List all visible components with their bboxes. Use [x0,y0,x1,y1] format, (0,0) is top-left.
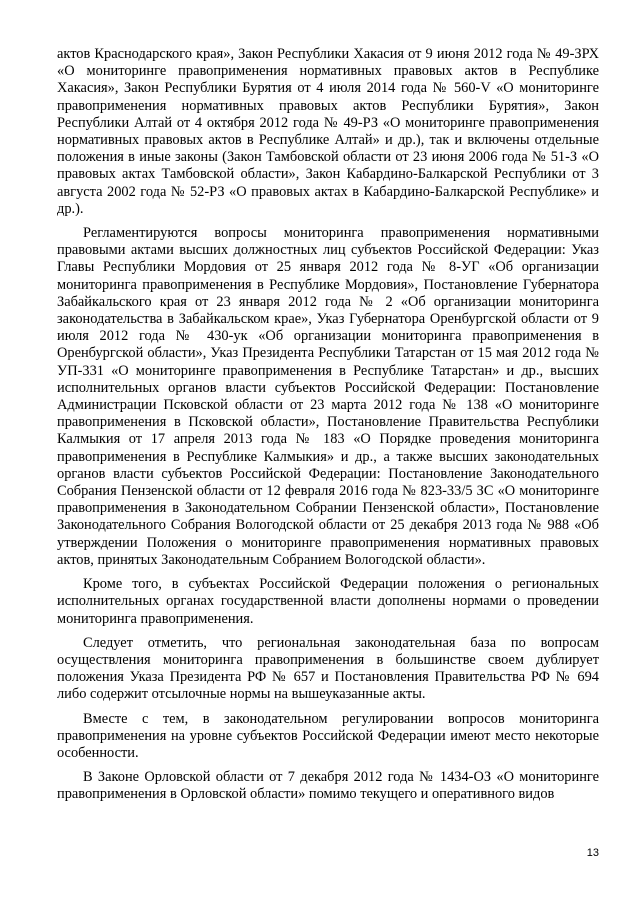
page-number: 13 [586,847,599,859]
paragraph-3: Кроме того, в субъектах Российской Федерации положения о региональных исполнительных органах государственной власти дополнены нормами о проведении мониторинга правоприменения. [57,576,599,627]
paragraph-5: Вместе с тем, в законодательном регулировании вопросов мониторинга правоприменения на уровне субъектов Российской Федерации имеют место некоторые особенности. [57,710,599,761]
paragraph-6: В Законе Орловской области от 7 декабря 2012 года № 1434-ОЗ «О мониторинге правоприменения в Орловской области» помимо текущего и оперативного видов [57,769,599,803]
paragraph-4: Следует отметить, что региональная законодательная база по вопросам осуществления мониторинга правоприменения в большинстве своем дублирует положения Указа Президента РФ № 657 и Постановления Правительства РФ № 694 либо содержит отсылочные нормы на вышеуказанные акты. [57,634,599,703]
paragraph-1: актов Краснодарского края», Закон Республики Хакасия от 9 июня 2012 года № 49-ЗРХ «О мониторинге правоприменения нормативных правовых актов в Республике Хакасия», Закон Республики Бурятия от 4 июля 2014 года № 560-V «О мониторинге правоприменения нормативных правовых актов Республики Бурятия», Закон Республики Алтай от 4 октября 2012 года № 49-РЗ «О мониторинге правоприменения нормативных правовых актов в Республике Алтай» и др.), так и включены отдельные положения в иные законы (Закон Тамбовской области от 23 июня 2006 года № 51-З «О правовых актах Тамбовской области», Закон Кабардино-Балкарской Республики от 3 августа 2002 года № 52-РЗ «О правовых актах в Кабардино-Балкарской Республике» и др.). [57,46,599,217]
document-body [57,46,599,811]
paragraph-2: Регламентируются вопросы мониторинга правоприменения нормативными правовыми актами высших должностных лиц субъектов Российской Федерации: Указ Главы Республики Мордовия от 25 января 2012 года № 8-УГ «Об организации мониторинга правоприменения в Республике Мордовия», Постановление Губернатора Забайкальского края от 23 января 2012 года № 2 «Об организации мониторинга законодательства в Забайкальском крае», Указ Губернатора Оренбургской области от 9 июля 2012 года № 430-ук «Об организации мониторинга правоприменения в Оренбургской области», Указ Президента Республики Татарстан от 15 мая 2012 года № УП-331 «О мониторинге правоприменения в Республике Татарстан» и др., высших исполнительных органов власти субъектов Российской Федерации: Постановление Администрации Псковской области от 23 марта 2012 года № 138 «О мониторинге правоприменения в Псковской области», Постановление Правительства Республики Калмыкия от 17 апреля 2013 года № 183 «О Порядке проведения мониторинга правоприменения в Республике Калмыкия» и др., а также высших законодательных органов власти субъектов Российской Федерации: Постановление Законодательного Собрания Пензенской области от 12 февраля 2016 года № 823-33/5 ЗС «О мониторинге правоприменения в Законодательном Собрании Пензенской области», Постановление Законодательного Собрания Вологодской области от 25 декабря 2013 года № 988 «Об утверждении Положения о мониторинге правоприменения нормативных правовых актов, принятых Законодательным Собранием Вологодской области». [57,225,599,568]
